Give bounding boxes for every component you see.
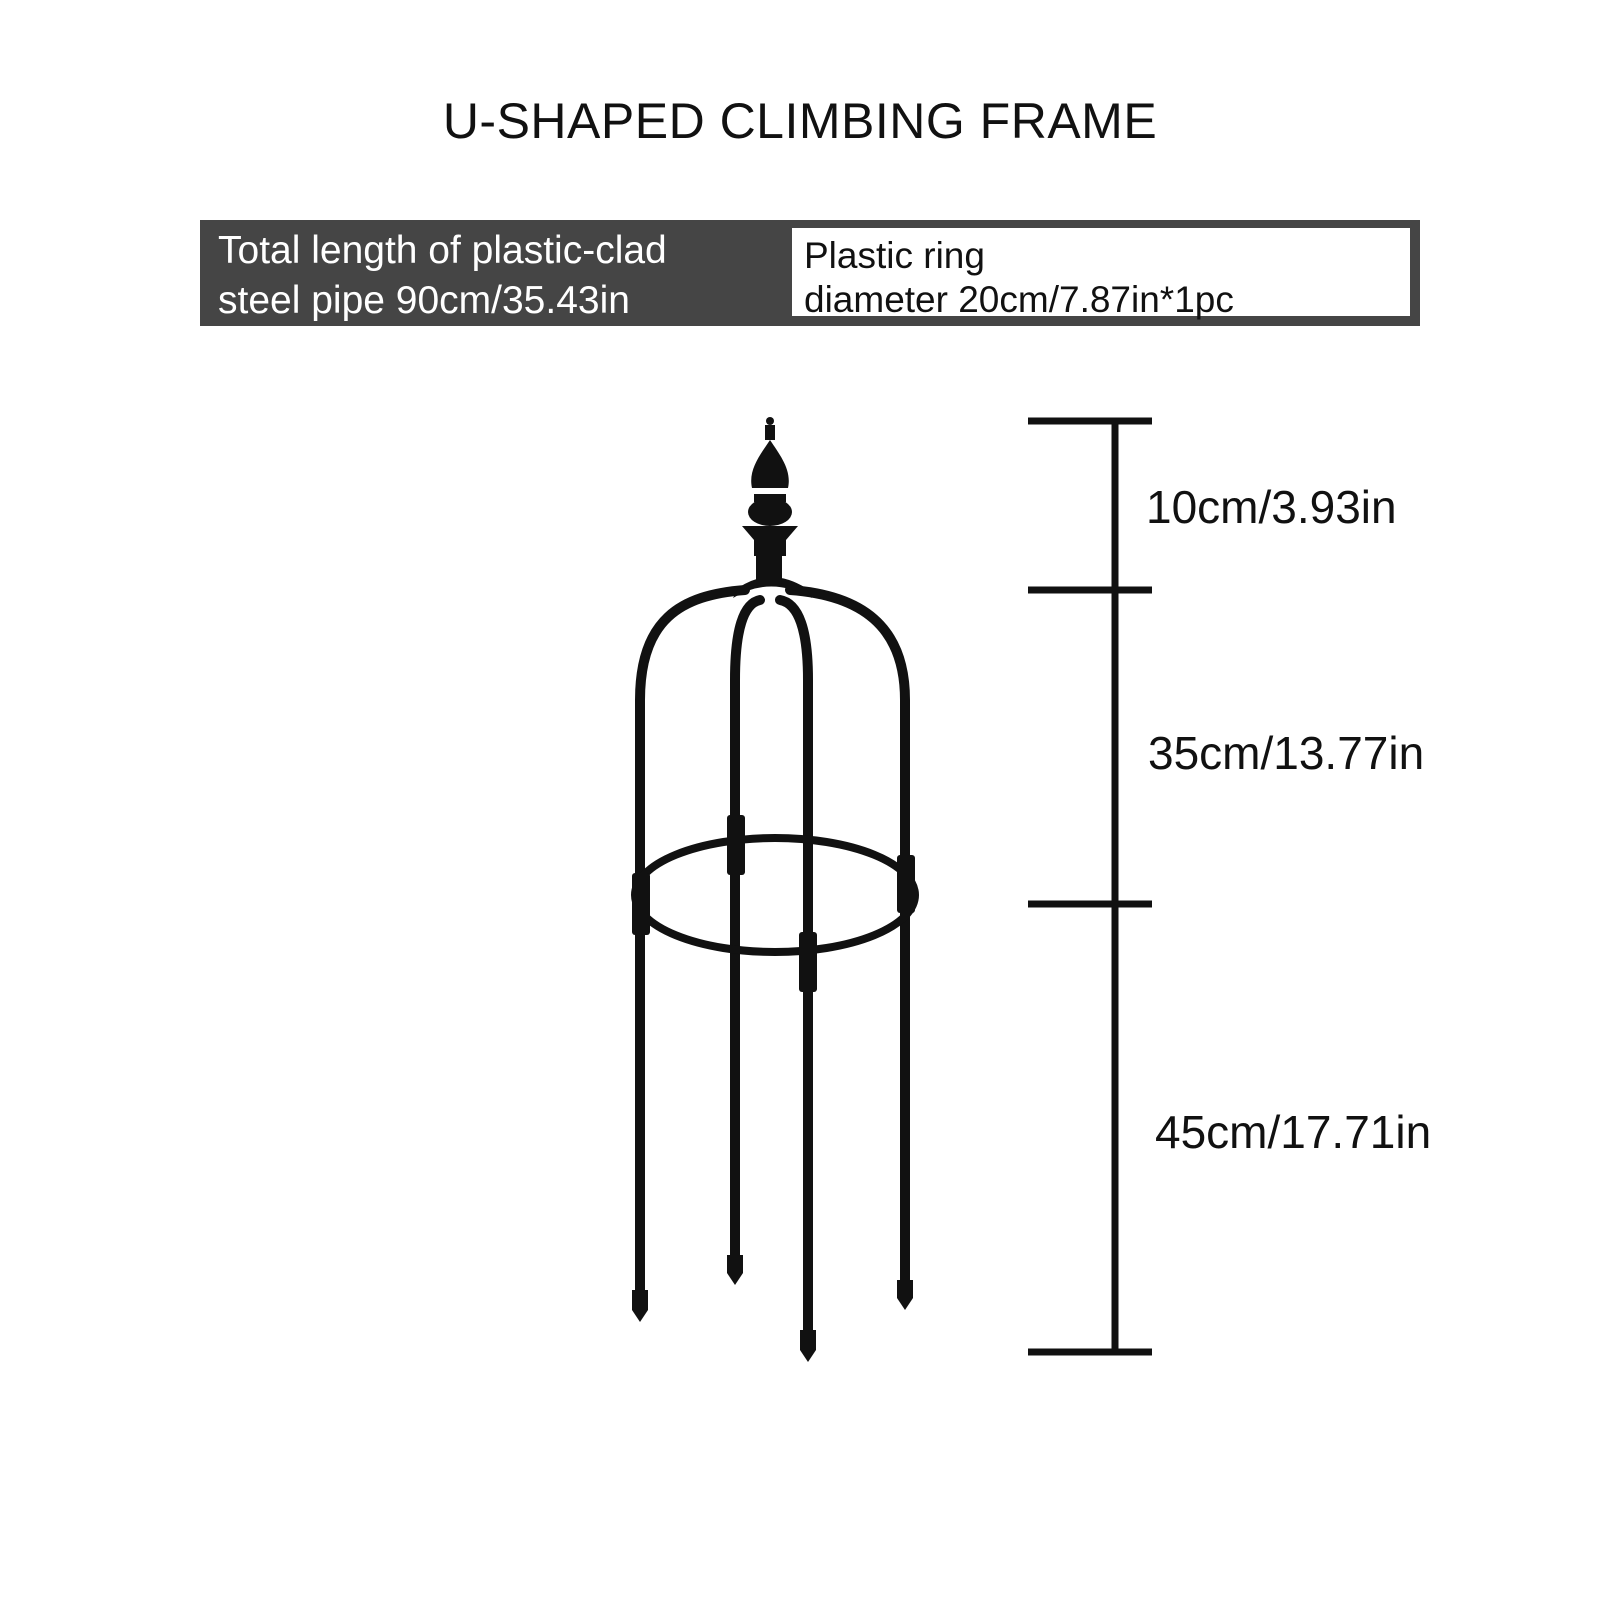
climbing-frame-illustration bbox=[635, 590, 915, 1330]
plastic-ring bbox=[635, 838, 915, 952]
spike-tip bbox=[727, 1255, 743, 1285]
spike-tip bbox=[800, 1330, 816, 1362]
back-left-post bbox=[735, 600, 760, 1255]
ring-connector bbox=[632, 873, 650, 935]
dimension-top-label: 10cm/3.93in bbox=[1146, 481, 1397, 533]
ring-line-2: diameter 20cm/7.87in*1pc bbox=[804, 279, 1234, 320]
ring-line-1: Plastic ring bbox=[804, 235, 985, 276]
ring-connector bbox=[727, 815, 745, 875]
ground-spikes bbox=[632, 1255, 913, 1362]
spike-tip bbox=[632, 1290, 648, 1322]
finial-icon bbox=[733, 417, 812, 598]
dimension-scale bbox=[1028, 421, 1152, 1352]
dimension-bottom-label: 45cm/17.71in bbox=[1155, 1106, 1432, 1158]
page-title: U-SHAPED CLIMBING FRAME bbox=[442, 93, 1158, 149]
pipe-length-line-1: Total length of plastic-clad bbox=[218, 229, 667, 272]
dimension-middle-label: 35cm/13.77in bbox=[1148, 727, 1425, 779]
spike-tip bbox=[897, 1280, 913, 1310]
ring-connector bbox=[799, 932, 817, 992]
ring-connector bbox=[897, 855, 915, 913]
pipe-length-line-2: steel pipe 90cm/35.43in bbox=[218, 279, 630, 322]
